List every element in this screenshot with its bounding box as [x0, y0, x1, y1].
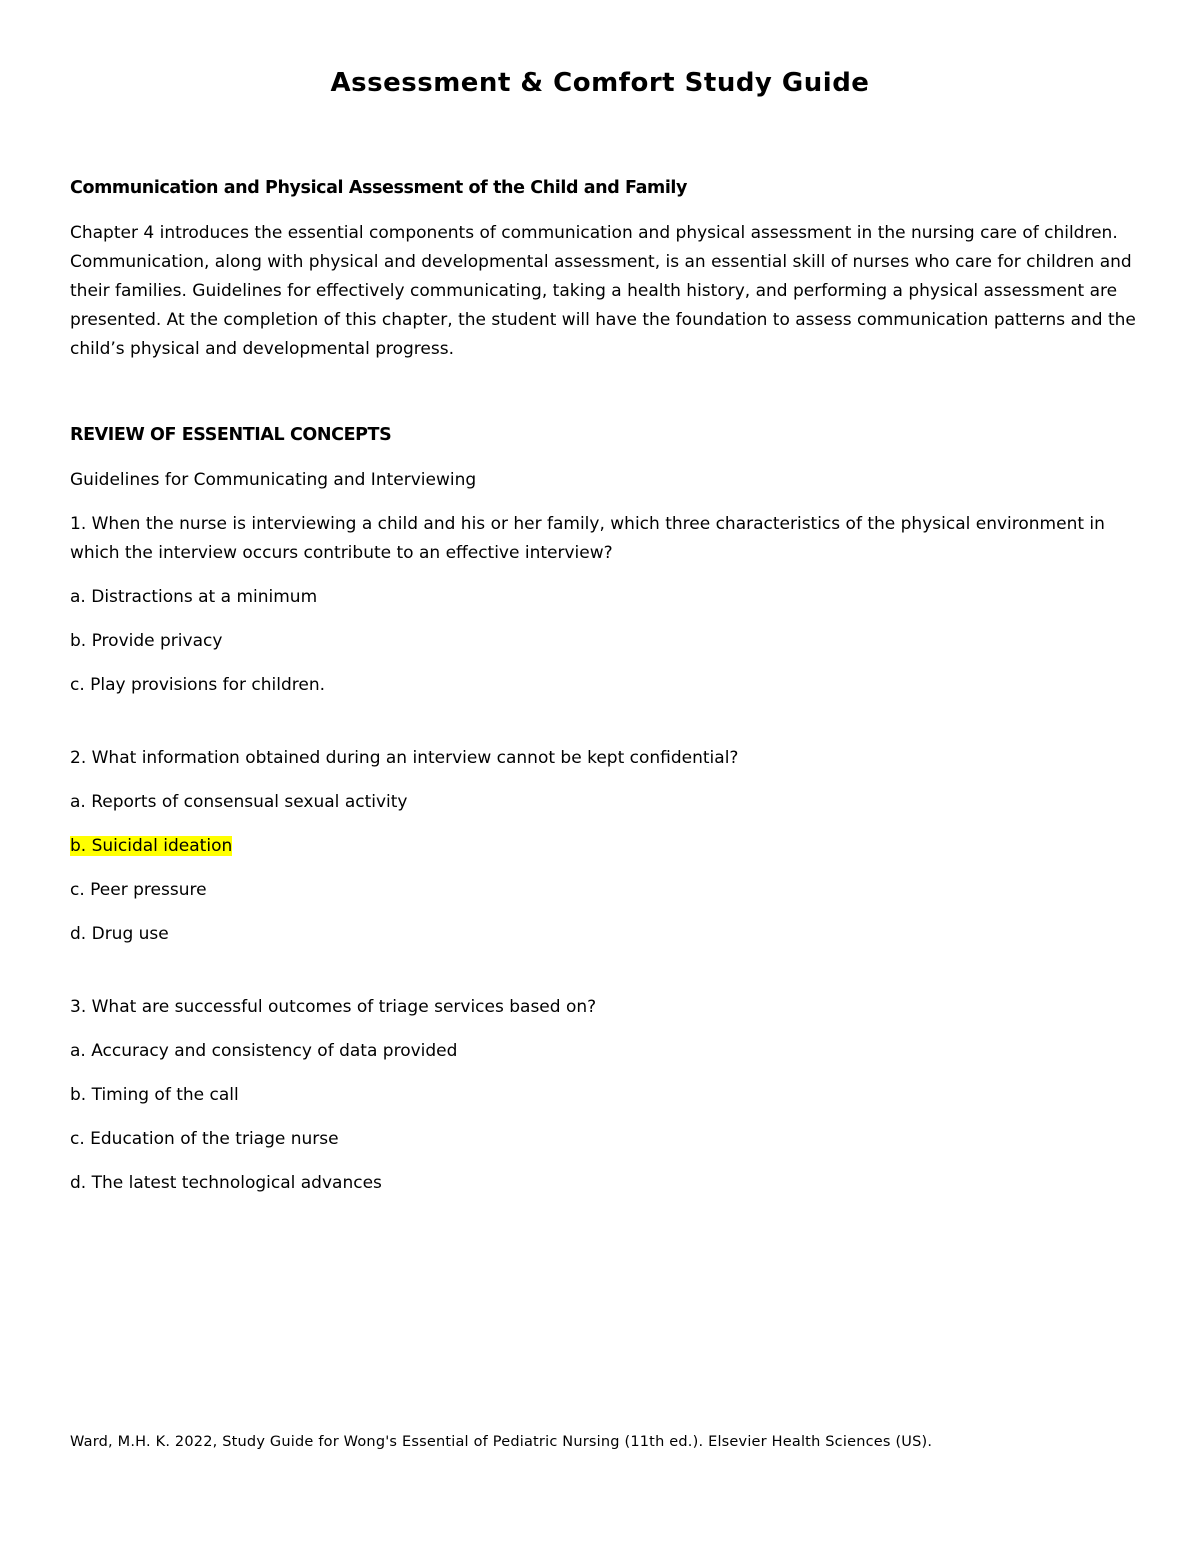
question-1-option-b: b. Provide privacy: [70, 631, 223, 651]
question-2-option-d: d. Drug use: [70, 924, 169, 944]
document-title: Assessment & Comfort Study Guide: [330, 68, 870, 98]
section-heading: Communication and Physical Assessment of the Child and Family: [70, 178, 688, 198]
question-3-option-a: a. Accuracy and consistency of data provided: [70, 1041, 458, 1061]
question-1-option-c: c. Play provisions for children.: [70, 675, 326, 695]
document-body: [70, 174, 1140, 1198]
citation-footer: Ward, M.H. K. 2022, Study Guide for Wong's Essential of Pediatric Nursing (11th ed.). Elsevier Health Sciences (US).: [70, 1434, 933, 1450]
question-3-option-c: c. Education of the triage nurse: [70, 1129, 339, 1149]
intro-paragraph: Chapter 4 introduces the essential components of communication and physical assessment in the nursing care of children. Communication, along with physical and developmental assessment, is an essential skill of nurses who care for children and their families. Guidelines for effectively communicating, taking a health history, and performing a physical assessment are presented. At the completion of this chapter, the student will have the foundation to assess communication patterns and the child’s physical and developmental progress.: [70, 223, 1136, 359]
question-2-option-b-row: [70, 832, 1140, 861]
question-2-option-a: a. Reports of consensual sexual activity: [70, 792, 408, 812]
question-3: 3. What are successful outcomes of triage services based on?: [70, 997, 597, 1017]
question-2: 2. What information obtained during an interview cannot be kept confidential?: [70, 748, 739, 768]
question-1: 1. When the nurse is interviewing a child and his or her family, which three characteristics of the physical environment in which the interview occurs contribute to an effective interview?: [70, 514, 1105, 563]
subheading: Guidelines for Communicating and Interviewing: [70, 470, 477, 490]
question-1-option-a: a. Distractions at a minimum: [70, 587, 318, 607]
question-3-option-d: d. The latest technological advances: [70, 1173, 382, 1193]
question-2-option-b-highlighted: b. Suicidal ideation: [70, 836, 233, 856]
question-2-option-c: c. Peer pressure: [70, 880, 207, 900]
review-heading: REVIEW OF ESSENTIAL CONCEPTS: [70, 425, 392, 445]
question-3-option-b: b. Timing of the call: [70, 1085, 239, 1105]
